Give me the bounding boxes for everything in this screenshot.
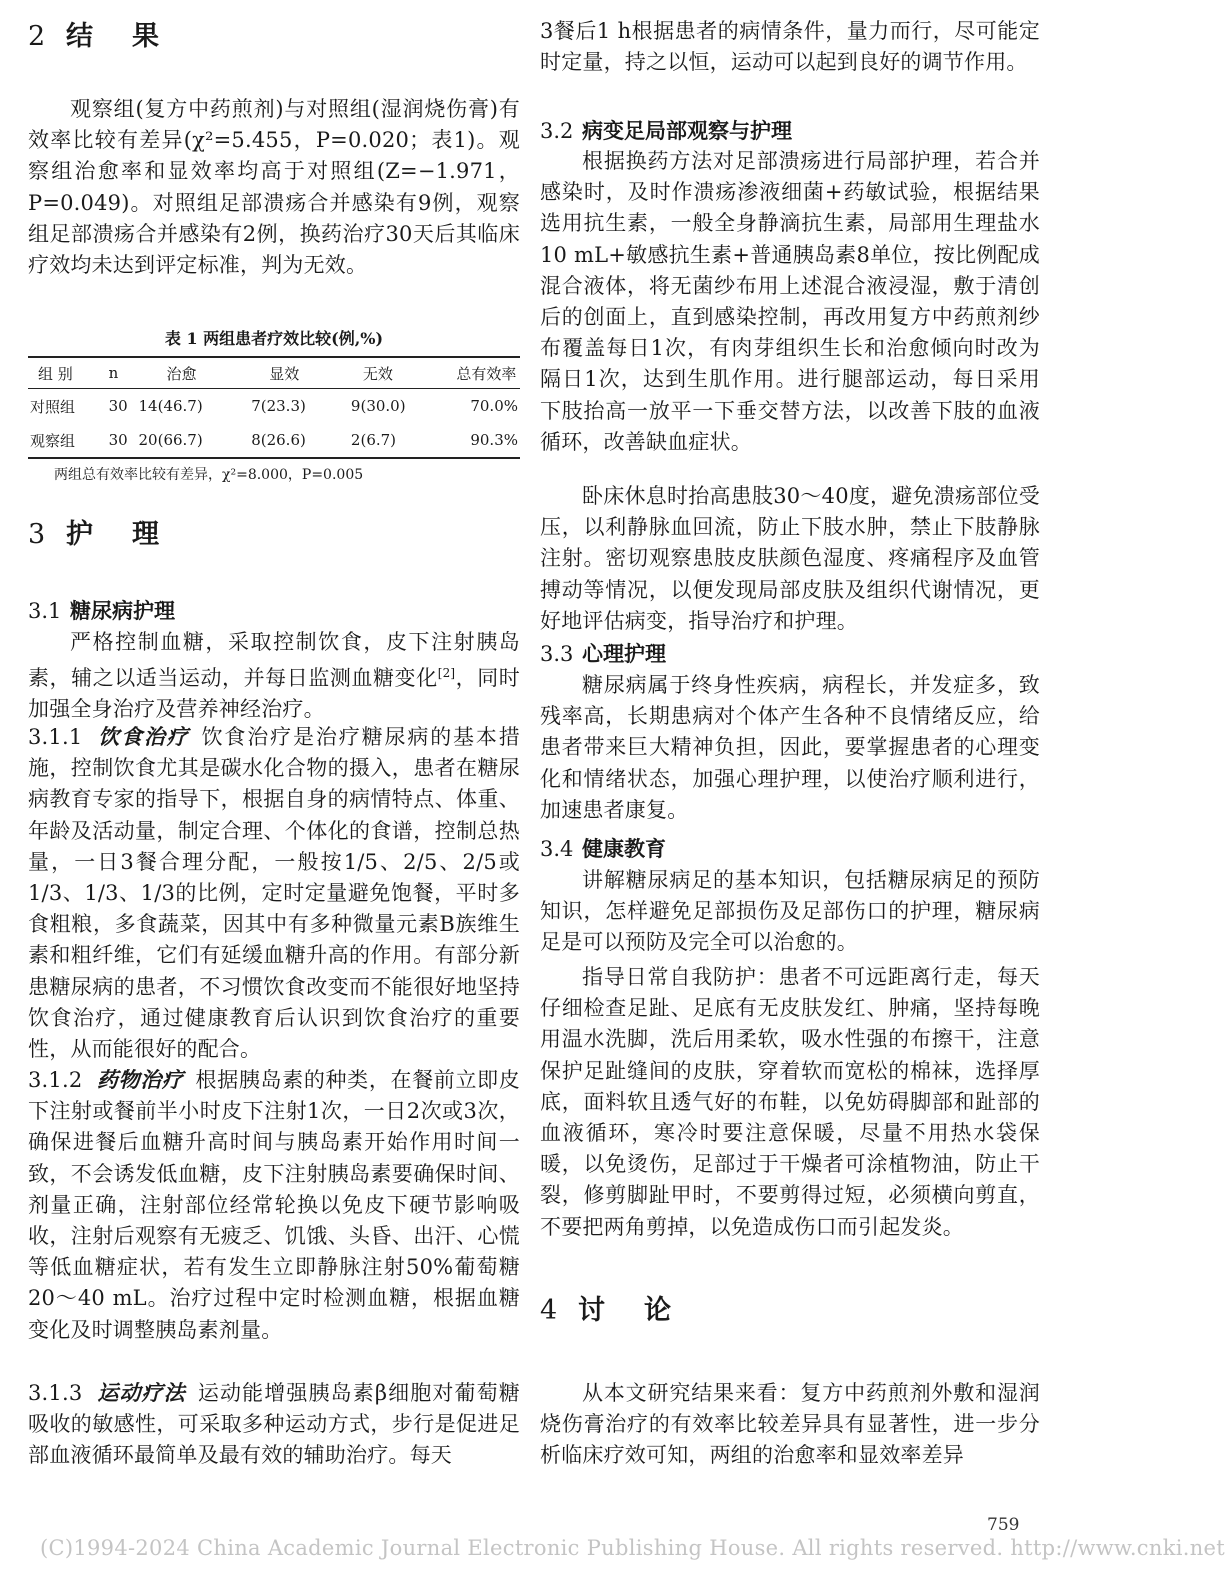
- subsection-3-2-heading: 3.2 病变足局部观察与护理: [540, 118, 792, 143]
- section-3-heading: 3 护 理: [28, 519, 159, 550]
- table-header-cell: 治愈: [166, 364, 197, 383]
- table-cell: 20(66.7): [138, 431, 203, 449]
- table-cell: 8(26.6): [251, 431, 306, 449]
- table-cell: 90.3%: [470, 431, 518, 449]
- subsection-3-4-paragraph-1: 讲解糖尿病足的基本知识，包括糖尿病足的预防知识，怎样避免足部损伤及足部伤口的护理，糖尿病足是可以预防及完全可以治愈的。: [540, 868, 1040, 955]
- table-header-cell: 总有效率: [456, 364, 517, 383]
- table-row: [28, 423, 520, 458]
- subsection-3-4-heading: 3.4 健康教育: [540, 836, 666, 861]
- citation-ref: [2]: [437, 666, 456, 681]
- section-4-heading: 4 讨 论: [540, 1295, 671, 1326]
- table-cell: 30: [108, 431, 128, 449]
- table-header-cell: n: [108, 364, 119, 382]
- table-cell: 70.0%: [470, 397, 518, 415]
- copyright-footer: (C)1994-2024 China Academic Journal Electronic Publishing House. All rights reserved. http://www.cnki.net: [40, 1536, 1225, 1560]
- subsection-3-2-paragraph-1: 根据换药方法对足部溃疡进行局部护理，若合并感染时，及时作溃疡渗液细菌+药敏试验，根据结果选用抗生素，一般全身静滴抗生素，局部用生理盐水10 mL+敏感抗生素+普通胰岛素8单位，按比例配成混合液体，将无菌纱布用上述混合液浸湿，敷于清创后的创面上，直到感染控制，再改用复方中药煎剂纱布覆盖每日1次，有肉芽组织生长和治愈倾向时改为隔日1次，达到生肌作用。进行腿部运动，每日采用下肢抬高一放平一下垂交替方法，以改善下肢的血液循环，改善缺血症状。: [540, 149, 1040, 454]
- table-row: [28, 389, 520, 424]
- table-header-cell: 组 别: [38, 364, 73, 383]
- continued-paragraph: 3餐后1 h根据患者的病情条件，量力而行，尽可能定时定量，持之以恒，运动可以起到良好的调节作用。: [540, 19, 1040, 75]
- page-number: 759: [987, 1515, 1020, 1535]
- discussion-paragraph: 从本文研究结果来看：复方中药煎剂外敷和湿润烧伤膏治疗的有效率比较差异具有显著性，进一步分析临床疗效可知，两组的治愈率和显效率差异: [540, 1381, 1040, 1468]
- subsection-3-1-3-paragraph: 3.1.3 运动疗法 运动能增强胰岛素β细胞对葡萄糖吸收的敏感性，可采取多种运动方式，步行是促进足部血液循环最简单及最有效的辅助治疗。每天: [28, 1380, 520, 1468]
- table-1-note: 两组总有效率比较有差异，χ²=8.000，P=0.005: [54, 467, 364, 483]
- subsection-3-2-paragraph-2: 卧床休息时抬高患肢30～40度，避免溃疡部位受压，以利静脉血回流，防止下肢水肿，禁止下肢静脉注射。密切观察患肢皮肤颜色湿度、疼痛程序及血管搏动等情况，以便发现局部皮肤及组织代谢情况，更好地评估病变，指导治疗和护理。: [540, 484, 1040, 633]
- subsection-3-1-heading: 3.1 糖尿病护理: [28, 598, 175, 623]
- subsection-3-4-paragraph-2: 指导日常自我防护：患者不可远距离行走，每天仔细检查足趾、足底有无皮肤发红、肿痛，坚持每晚用温水洗脚，洗后用柔软，吸水性强的布擦干，注意保护足趾缝间的皮肤，穿着软而宽松的棉袜，选择厚底，面料软且透气好的布鞋，以免妨碍脚部和趾部的血液循环，寒冷时要注意保暖，尽量不用热水袋保暖，以免烫伤，足部过于干燥者可涂植物油，防止干裂，修剪脚趾甲时，不要剪得过短，必须横向剪直，不要把两角剪掉，以免造成伤口而引起发炎。: [540, 965, 1040, 1239]
- table-header-cell: 无效: [362, 364, 393, 383]
- subsection-3-1-paragraph: 严格控制血糖，采取控制饮食，皮下注射胰岛素，辅之以适当运动，并每日监测血糖变化[2]，同时加强全身治疗及营养神经治疗。: [28, 630, 520, 722]
- subsection-3-3-paragraph: 糖尿病属于终身性疾病，病程长，并发症多，致残率高，长期患病对个体产生各种不良情绪反应，给患者带来巨大精神负担，因此，要掌握患者的心理变化和情绪状态，加强心理护理，以使治疗顺利进行，加速患者康复。: [540, 673, 1040, 822]
- subsection-3-3-heading: 3.3 心理护理: [540, 641, 666, 666]
- table-cell: 对照组: [30, 397, 76, 416]
- subsection-3-1-2-paragraph: 3.1.2 药物治疗 根据胰岛素的种类，在餐前立即皮下注射或餐前半小时皮下注射1次，一日2次或3次，确保进餐后血糖升高时间与胰岛素开始作用时间一致，不会诱发低血糖，皮下注射胰岛素要确保时间、剂量正确，注射部位经常轮换以免皮下硬节影响吸收，注射后观察有无疲乏、饥饿、头昏、出汗、心慌等低血糖症状，若有发生立即静脉注射50%葡萄糖20～40 mL。治疗过程中定时检测血糖，根据血糖变化及时调整胰岛素剂量。: [28, 1067, 520, 1342]
- table-header-row: [28, 357, 520, 389]
- table-cell: 观察组: [30, 431, 76, 450]
- table-cell: 7(23.3): [251, 397, 306, 415]
- results-paragraph: 观察组(复方中药煎剂)与对照组(湿润烧伤膏)有效率比较有差异(χ²=5.455，P=0.020；表1)。观察组治愈率和显效率均高于对照组(Z=−1.971，P=0.049)。对照组足部溃疡合并感染有9例，观察组足部溃疡合并感染有2例，换药治疗30天后其临床疗效均未达到评定标准，判为无效。: [28, 97, 520, 278]
- table-cell: 9(30.0): [350, 397, 406, 415]
- table-cell: 14(46.7): [138, 397, 203, 415]
- table-cell: 30: [108, 397, 128, 415]
- section-2-heading: 2 结 果: [28, 21, 159, 52]
- table-1: [28, 356, 520, 459]
- table-cell: 2(6.7): [350, 431, 397, 449]
- table-1-caption: 表 1 两组患者疗效比较(例,%): [164, 329, 384, 348]
- subsection-3-1-1-paragraph: 3.1.1 饮食治疗 饮食治疗是治疗糖尿病的基本措施，控制饮食尤其是碳水化合物的摄入，患者在糖尿病教育专家的指导下，根据自身的病情特点、体重、年龄及活动量，制定合理、个体化的食谱，控制总热量，一日3餐合理分配，一般按1/5、2/5、2/5或1/3、1/3、1/3的比例，定时定量避免饱餐，平时多食粗粮，多食蔬菜，因其中有多种微量元素B族维生素和粗纤维，它们有延缓血糖升高的作用。有部分新患糖尿病的患者，不习惯饮食改变而不能很好地坚持饮食治疗，通过健康教育后认识到饮食治疗的重要性，从而能很好的配合。: [28, 724, 520, 1062]
- table-header-cell: 显效: [269, 364, 300, 383]
